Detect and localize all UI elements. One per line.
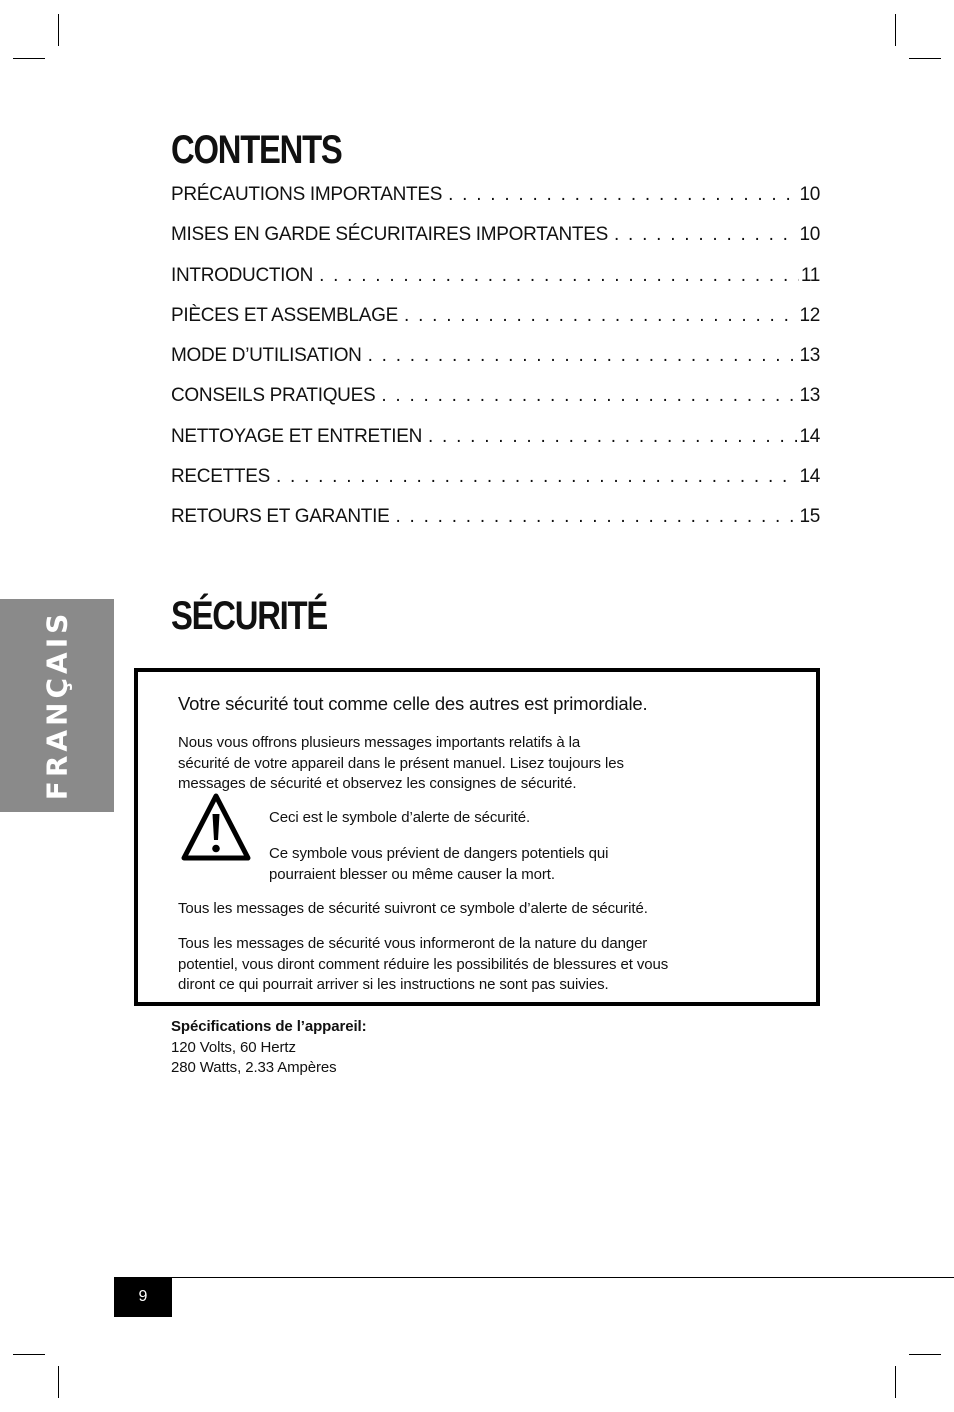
crop-mark	[909, 1354, 941, 1355]
warning-triangle-icon	[180, 792, 252, 864]
toc-entry: RECETTES . . . 14	[171, 466, 820, 506]
crop-mark	[895, 1366, 896, 1398]
crop-mark	[13, 1354, 45, 1355]
crop-mark	[58, 14, 59, 46]
safety-lead: Votre sécurité tout comme celle des autres est primordiale.	[178, 693, 648, 714]
toc-entry: PRÉCAUTIONS IMPORTANTES . . . 10	[171, 184, 820, 224]
specs-heading: Spécifications de l’appareil:	[171, 1018, 367, 1035]
safety-title: SÉCURITÉ	[171, 594, 328, 638]
contents-title: CONTENTS	[171, 128, 342, 172]
specs-line: 280 Watts, 2.33 Ampères	[171, 1059, 337, 1076]
language-side-tab	[0, 599, 114, 812]
safety-notice-box	[134, 668, 820, 1006]
toc-entry: NETTOYAGE ET ENTRETIEN . . . 14	[171, 426, 820, 466]
specs-line: 120 Volts, 60 Hertz	[171, 1038, 296, 1056]
safety-inform-text: Tous les messages de sécurité vous informeront de la nature du danger potentiel, vous diront comment réduire les possibilités de blessures et vous diront ce qui pourrait arriver si les instructions ne sont pas suivies.	[178, 935, 669, 993]
crop-mark	[909, 58, 941, 59]
page-number: 9	[114, 1277, 172, 1317]
symbol-description: Ceci est le symbole d’alerte de sécurité.	[269, 809, 531, 826]
safety-intro: Nous vous offrons plusieurs messages importants relatifs à la sécurité de votre appareil dans le présent manuel. Lisez toujours les messages de sécurité et observez les consignes de sécurité.	[178, 734, 624, 792]
toc-entry: MODE D’UTILISATION . . . 13	[171, 345, 820, 385]
appliance-specifications	[171, 1017, 367, 1079]
crop-mark	[13, 58, 45, 59]
toc-entry: PIÈCES ET ASSEMBLAGE . . . 12	[171, 305, 820, 345]
crop-mark	[895, 14, 896, 46]
footer-rule	[114, 1277, 954, 1278]
crop-mark	[58, 1366, 59, 1398]
toc-entry: INTRODUCTION . . . 11	[171, 265, 820, 305]
table-of-contents	[171, 184, 820, 547]
toc-entry: MISES EN GARDE SÉCURITAIRES IMPORTANTES . . . 10	[171, 224, 820, 264]
toc-entry: CONSEILS PRATIQUES . . . 13	[171, 385, 820, 425]
language-label: FRANÇAIS	[40, 609, 74, 801]
toc-entry: RETOURS ET GARANTIE . . . 15	[171, 506, 820, 546]
safety-follow-text: Tous les messages de sécurité suivront ce symbole d’alerte de sécurité.	[178, 900, 648, 917]
symbol-warning: Ce symbole vous prévient de dangers potentiels qui pourraient blesser ou même causer la mort.	[269, 845, 609, 883]
